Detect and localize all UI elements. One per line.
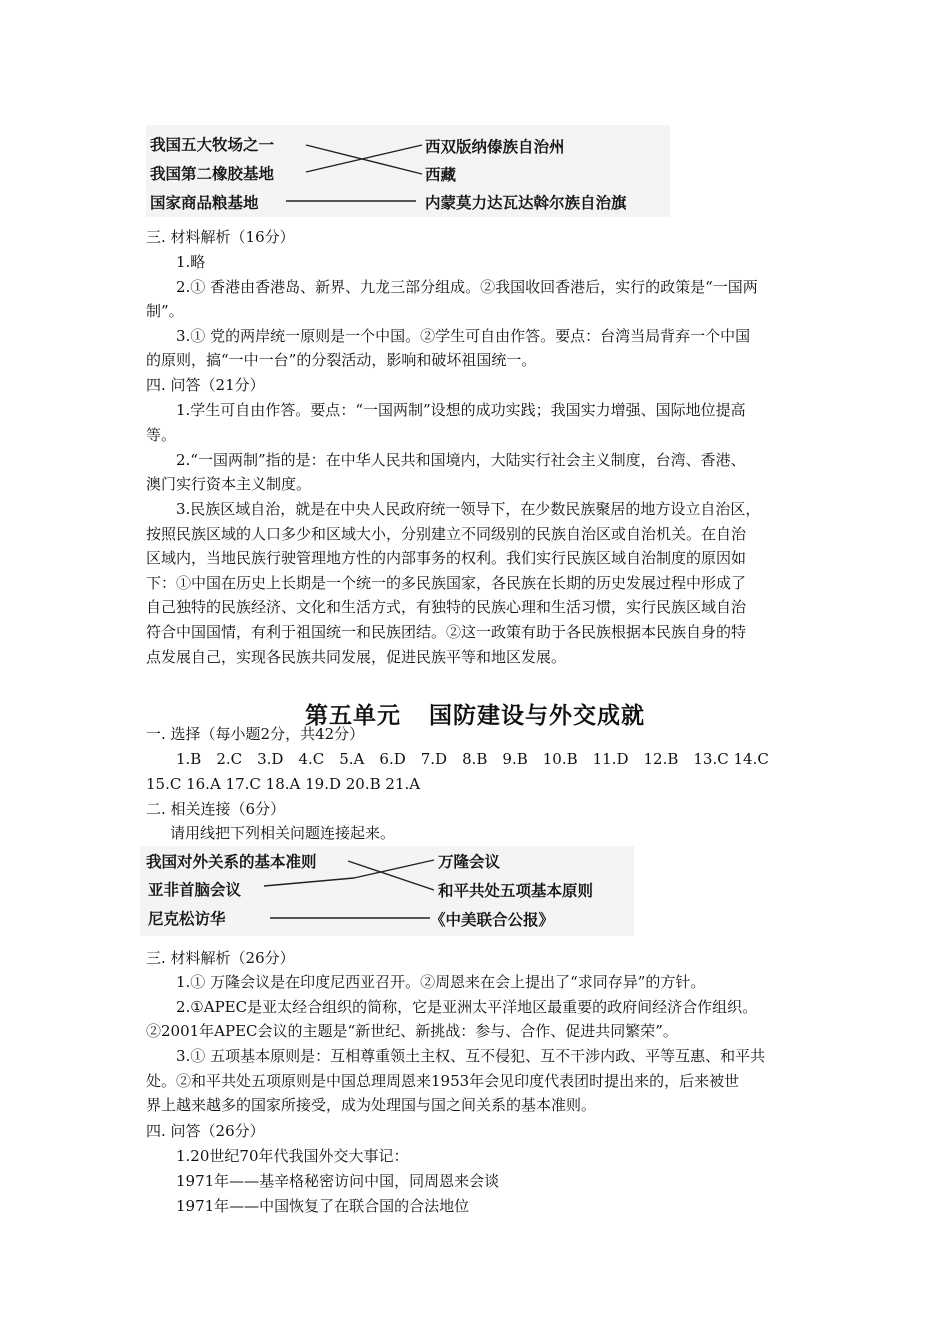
paragraph: 1.20世纪70年代我国外交大事记： xyxy=(176,1147,409,1165)
paragraph: 区域内，当地民族行驶管理地方性的内部事务的权利。我们实行民族区域自治制度的原因如 xyxy=(146,549,747,567)
paragraph: 等。 xyxy=(146,426,177,444)
paragraph: 2.① 香港由香港岛、新界、九龙三部分组成。②我国收回香港后，实行的政策是“一国两 xyxy=(176,278,758,296)
unit-title xyxy=(0,697,950,730)
right-item: 西藏 xyxy=(425,166,457,184)
section-heading: 二. 相关连接（6分） xyxy=(146,800,286,818)
paragraph: 2.①APEC是亚太经合组织的简称，它是亚洲太平洋地区最重要的政府间经济合作组织。 xyxy=(176,998,758,1016)
section-heading: 四. 问答（26分） xyxy=(146,1122,265,1140)
paragraph: 3.民族区域自治，就是在中央人民政府统一领导下，在少数民族聚居的地方设立自治区， xyxy=(176,500,761,518)
paragraph: 自己独特的民族经济、文化和生活方式，有独特的民族心理和生活习惯，实行民族区域自治 xyxy=(146,598,747,616)
paragraph: 1.略 xyxy=(176,253,206,271)
unit-number: 第五单元 xyxy=(305,703,401,729)
right-item: 内蒙莫力达瓦达斡尔族自治旗 xyxy=(425,194,627,212)
right-item: 《中美联合公报》 xyxy=(430,911,555,929)
paragraph: 符合中国国情，有利于祖国统一和民族团结。②这一政策有助于各民族根据本民族自身的特 xyxy=(146,623,747,641)
left-item: 亚非首脑会议 xyxy=(148,881,242,899)
paragraph: 点发展自己，实现各民族共同发展，促进民族平等和地区发展。 xyxy=(146,648,567,666)
matching-figure-1 xyxy=(146,125,670,217)
matching-figure-2 xyxy=(140,846,634,936)
paragraph: 2.“一国两制”指的是：在中华人民共和国境内，大陆实行社会主义制度，台湾、香港、 xyxy=(176,451,746,469)
section-heading: 三. 材料解析（26分） xyxy=(146,949,295,967)
left-item: 尼克松访华 xyxy=(148,910,226,928)
paragraph: ②2001年APEC会议的主题是“新世纪、新挑战：参与、合作、促进共同繁荣”。 xyxy=(146,1022,678,1040)
instruction: 请用线把下列相关问题连接起来。 xyxy=(170,824,396,842)
right-item: 和平共处五项基本原则 xyxy=(438,882,594,900)
timeline-entry: 1971年——基辛格秘密访问中国，同周恩来会谈 xyxy=(176,1172,500,1190)
paragraph: 3.① 党的两岸统一原则是一个中国。②学生可自由作答。要点：台湾当局背弃一个中国 xyxy=(176,327,751,345)
right-item: 万隆会议 xyxy=(438,853,501,871)
answer-key-line: 15.C 16.A 17.C 18.A 19.D 20.B 21.A xyxy=(146,775,421,793)
paragraph: 下：①中国在历史上长期是一个统一的多民族国家，各民族在长期的历史发展过程中形成了 xyxy=(146,574,747,592)
paragraph: 处。②和平共处五项原则是中国总理周恩来1953年会见印度代表团时提出来的，后来被世 xyxy=(146,1072,740,1090)
paragraph: 3.① 五项基本原则是：互相尊重领土主权、互不侵犯、互不干涉内政、平等互惠、和平共 xyxy=(176,1047,766,1065)
paragraph: 的原则，搞“一中一台”的分裂活动，影响和破坏祖国统一。 xyxy=(146,351,537,369)
paragraph: 制”。 xyxy=(146,302,184,320)
left-item: 我国对外关系的基本准则 xyxy=(146,853,317,871)
right-item: 西双版纳傣族自治州 xyxy=(425,138,565,156)
left-item: 国家商品粮基地 xyxy=(150,194,259,212)
left-item: 我国第二橡胶基地 xyxy=(150,165,275,183)
section-heading: 四. 问答（21分） xyxy=(146,376,265,394)
paragraph: 1.学生可自由作答。要点：“一国两制”设想的成功实践；我国实力增强、国际地位提高 xyxy=(176,401,746,419)
section-heading: 三. 材料解析（16分） xyxy=(146,228,295,246)
section-heading: 一. 选择（每小题2分，共42分） xyxy=(146,725,365,743)
paragraph: 界上越来越多的国家所接受，成为处理国与国之间关系的基本准则。 xyxy=(146,1096,597,1114)
timeline-entry: 1971年——中国恢复了在联合国的合法地位 xyxy=(176,1197,470,1215)
answer-key-line: 1.B 2.C 3.D 4.C 5.A 6.D 7.D 8.B 9.B 10.B 11.D 12.B 13.C 14.C xyxy=(176,750,769,768)
paragraph: 1.① 万隆会议是在印度尼西亚召开。②周恩来在会上提出了“求同存异”的方针。 xyxy=(176,973,706,991)
paragraph: 澳门实行资本主义制度。 xyxy=(146,475,312,493)
unit-name: 国防建设与外交成就 xyxy=(429,703,645,729)
paragraph: 按照民族区域的人口多少和区域大小，分别建立不同级别的民族自治区或自治机关。在自治 xyxy=(146,525,747,543)
left-item: 我国五大牧场之一 xyxy=(150,136,275,154)
